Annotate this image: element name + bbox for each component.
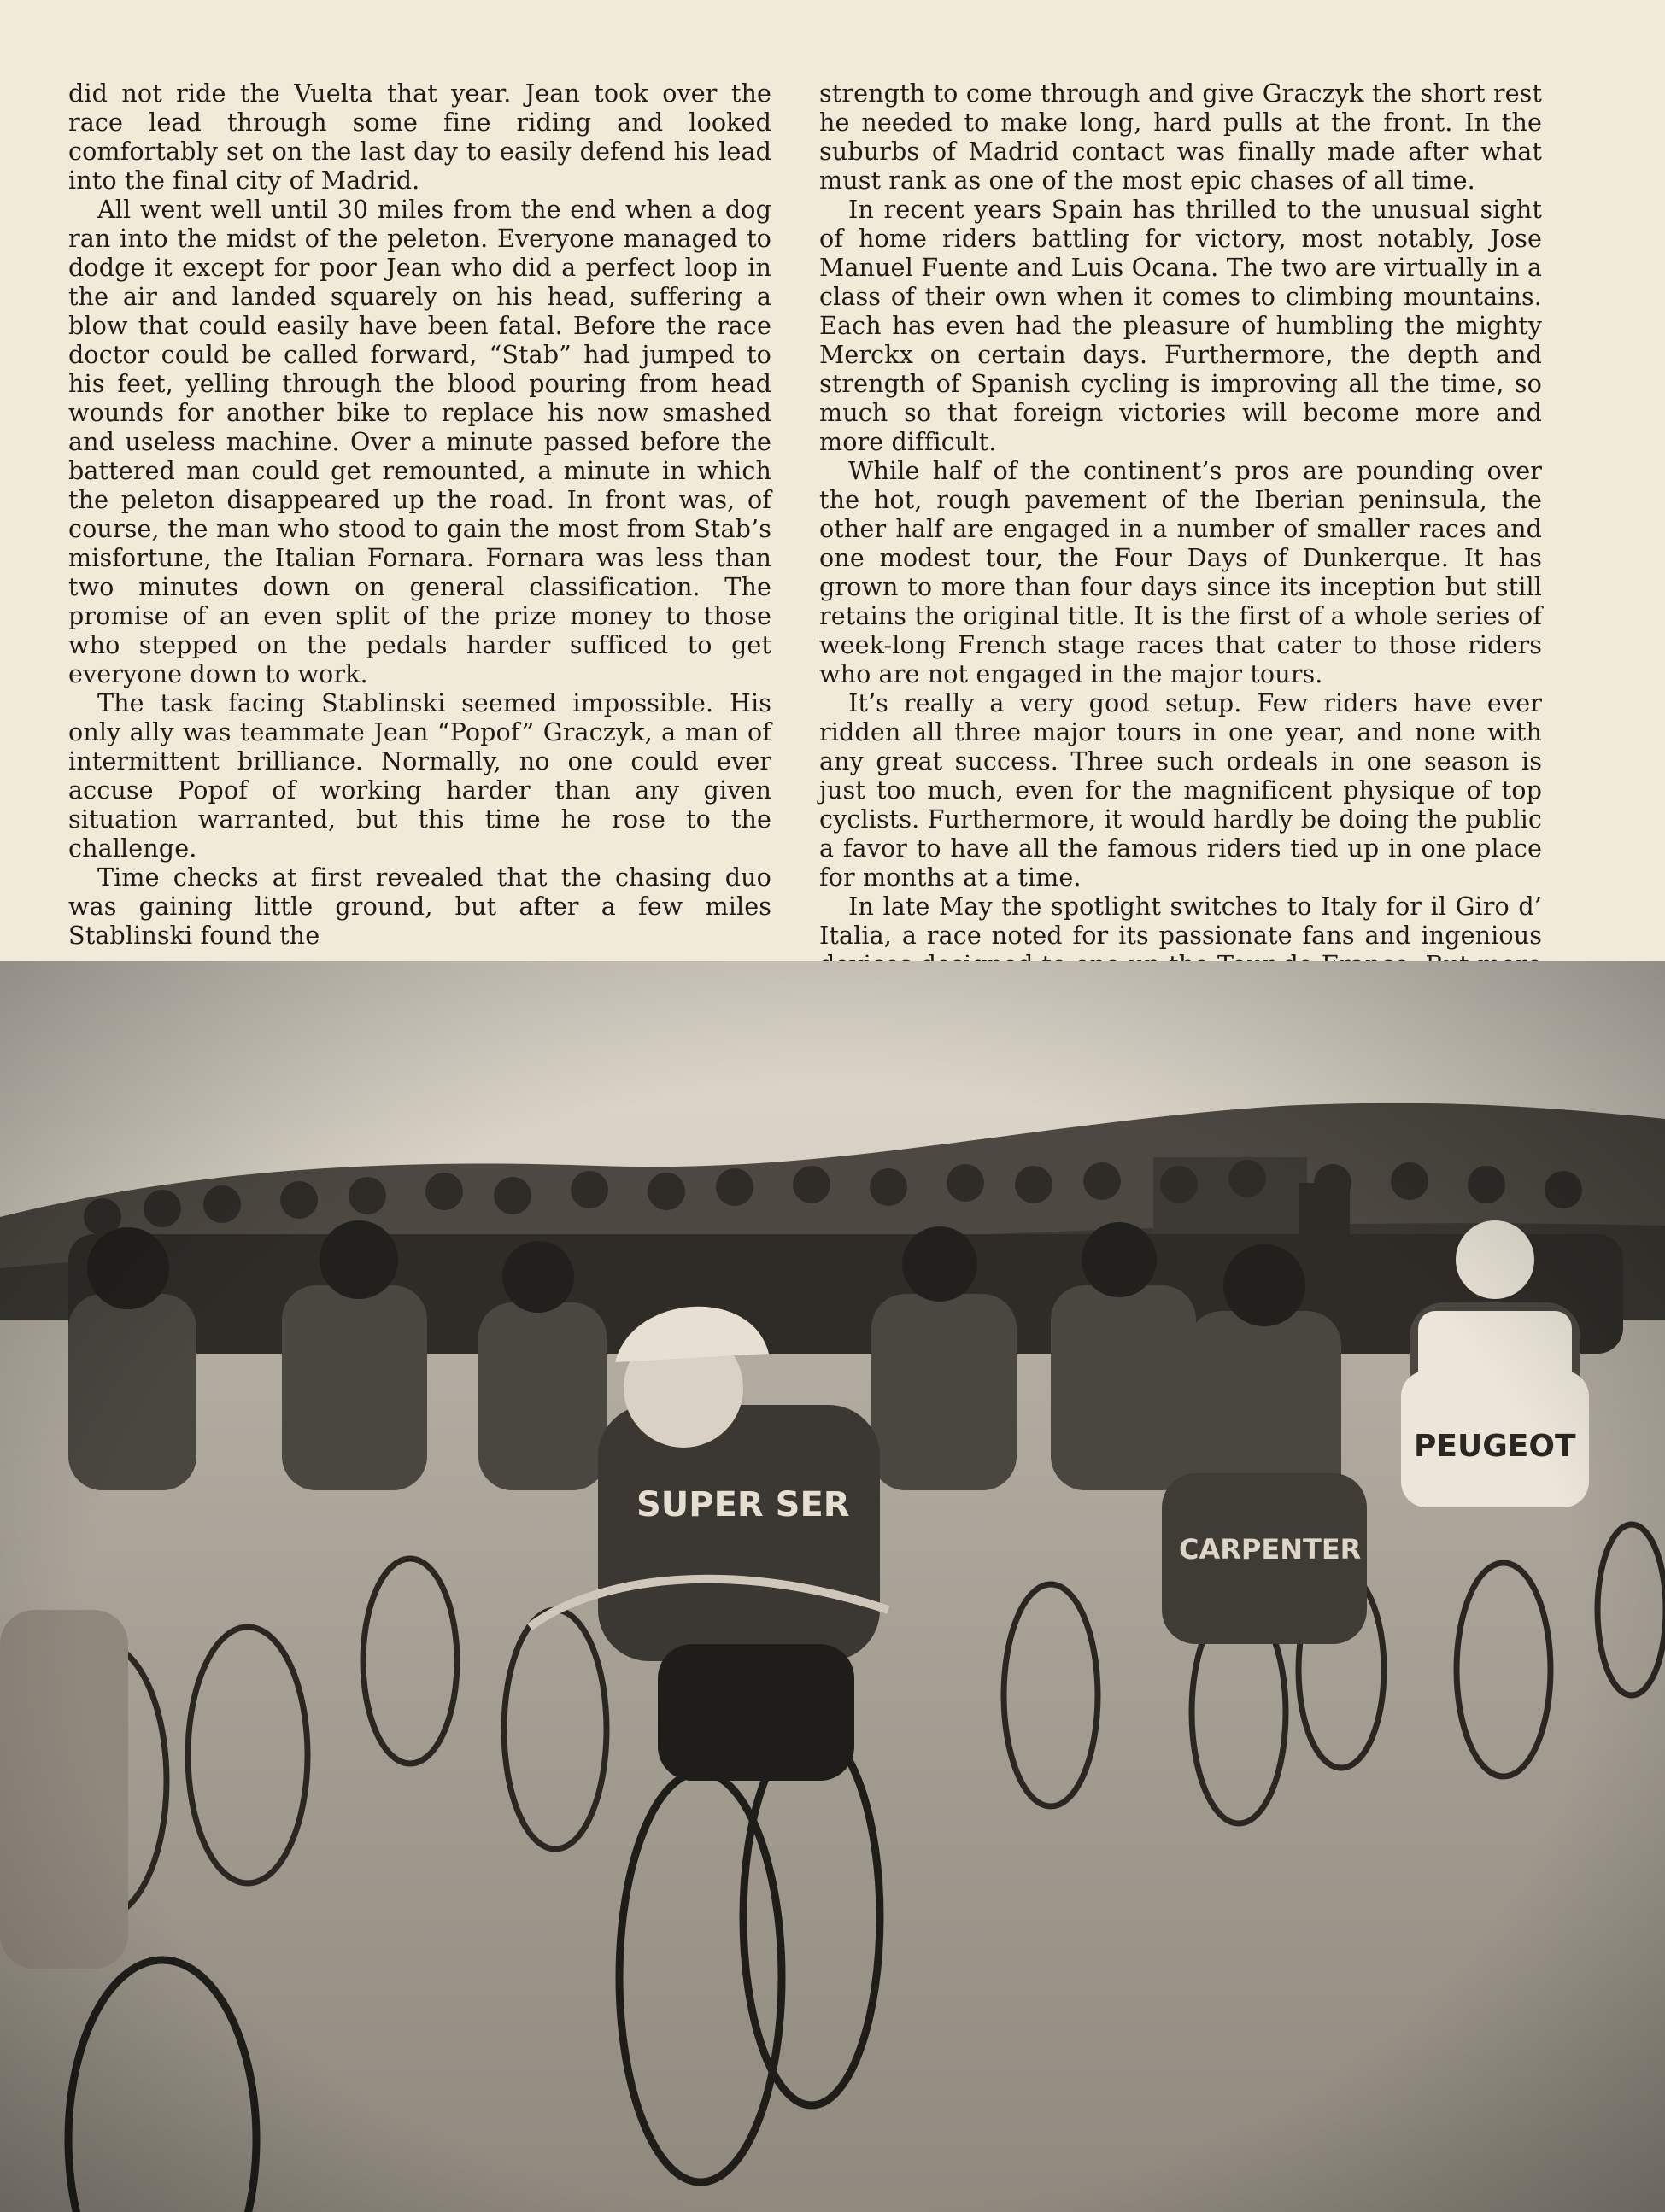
photo-vignette	[0, 961, 1665, 2212]
left-paragraph-2: All went well until 30 miles from the end when a dog ran into the midst of the peleton. Everyone managed to dodge it except for poor Jean who did a perfect loop in the air and landed squarely on his head, suffering a blow that could easily have been fatal. Before the race doctor could be called forward, “Stab” had jumped to his feet, yelling through the blood pouring from head wounds for another bike to replace his now smashed and useless machine. Over a minute passed before the battered man could get remounted, a minute in which the peleton disappeared up the road. In front was, of course, the man who stood to gain the most from Stab’s misfortune, the Italian Fornara. Fornara was less than two minutes down on general classification. The promise of an even split of the prize money to those who stepped on the pedals harder sufficed to get everyone down to work.	[68, 195, 771, 688]
left-text-column	[68, 79, 771, 1057]
right-paragraph-5: In late May the spotlight switches to Italy for il Giro d’ Italia, a race noted for its passionate fans and ingenious	[819, 892, 1542, 950]
cycling-peloton-photo	[0, 961, 1665, 2212]
left-paragraph-4: Time checks at first revealed that the chasing duo was gaining little ground, but after a few miles Stablinski found the	[68, 863, 771, 950]
right-paragraph-1: strength to come through and give Graczyk the short rest he needed to make long, hard pulls at the front. In the suburbs of Madrid contact was finally made after what must rank as one of the most epic chases of all time.	[819, 79, 1542, 195]
left-paragraph-1: did not ride the Vuelta that year. Jean took over the race lead through some fine riding and looked comfortably set on the last day to easily defend his lead into the final city of Madrid.	[68, 79, 771, 195]
right-paragraph-4: It’s really a very good setup. Few riders have ever ridden all three major tours in one year, and none with any great success. Three such ordeals in one season is just too much, even for the magnificent physique of top cyclists. Furthermore, it would hardly be doing the public a favor to have all the famous riders tied up in one place for months at a time.	[819, 688, 1542, 892]
right-paragraph-2: In recent years Spain has thrilled to the unusual sight of home riders battling for victory, most notably, Jose Manuel Fuente and Luis Ocana. The two are virtually in a class of their own when it comes to climbing mountains. Each has even had the pleasure of humbling the mighty Merckx on certain days. Furthermore, the depth and strength of Spanish cycling is improving all the time, so much so that foreign victories will become more and more difficult.	[819, 195, 1542, 456]
peloton-illustration	[0, 961, 1665, 2212]
left-paragraph-3: The task facing Stablinski seemed impossible. His only ally was teammate Jean “Popof” Graczyk, a man of intermittent brilliance. Normally, no one could ever accuse Popof of working harder than any given situation warranted, but this time he rose to the challenge.	[68, 688, 771, 863]
right-paragraph-3: While half of the continent’s pros are pounding over the hot, rough pavement of the Iberian peninsula, the other half are engaged in a number of smaller races and one modest tour, the Four Days of Dunkerque. It has grown to more than four days since its inception but still retains the original title. It is the first of a whole series of week-long French stage races that cater to those riders who are not engaged in the major tours.	[819, 456, 1542, 688]
right-text-column	[819, 79, 1542, 1008]
